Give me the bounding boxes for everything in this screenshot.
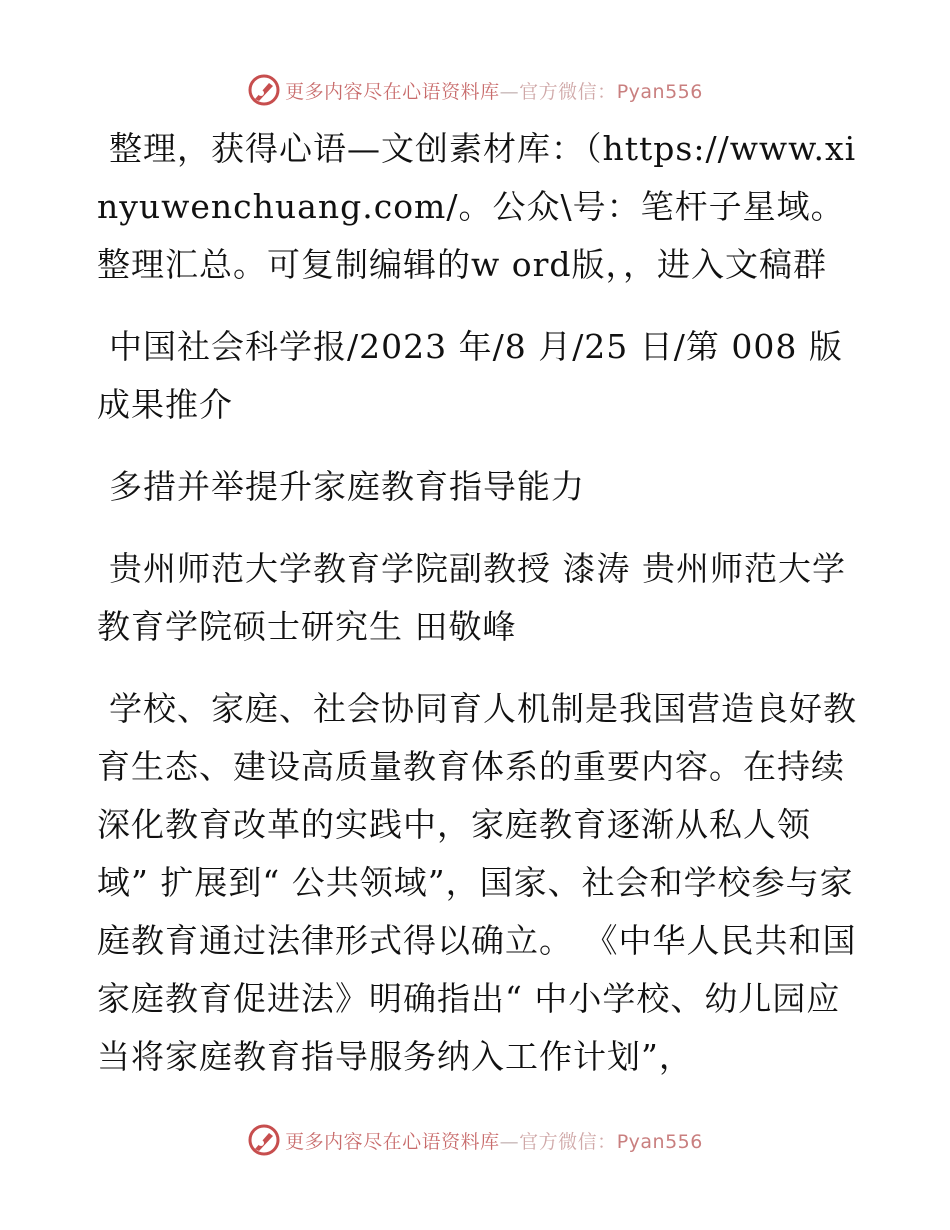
source-line: 中国社会科学报/2023 年/8 月/25 日/第 008 版成果推介 [97, 327, 843, 424]
pen-logo-icon [247, 1123, 281, 1157]
document-body [97, 120, 857, 1110]
banner-dash: — [499, 80, 520, 103]
banner-text [285, 1127, 703, 1154]
footer-banner [0, 1120, 950, 1160]
banner-text [285, 77, 703, 104]
banner-brand: 更多内容尽在心语资料库 [285, 1130, 500, 1153]
header-banner [0, 70, 950, 110]
banner-dash: — [499, 1130, 520, 1153]
body-paragraph: 学校、家庭、社会协同育人机制是我国营造良好教育生态、建设高质量教育体系的重要内容。在持续深化教育改革的实践中，家庭教育逐渐从私人领域” 扩展到“ 公共领域”，国家、社会和学校参与家庭教育通过法律形式得以确立。 《中华人民共和国家庭教育促进法》明确指出“ 中小学校、幼儿园应当将家庭教育指导服务纳入工作计划”， [97, 689, 857, 1076]
article-title: 多措并举提升家庭教育指导能力 [109, 467, 585, 506]
banner-wechat-label: 官方微信： [519, 80, 617, 103]
banner-wechat-label: 官方微信： [519, 1130, 617, 1153]
banner-brand: 更多内容尽在心语资料库 [285, 80, 500, 103]
author-line: 贵州师范大学教育学院副教授 漆涛 贵州师范大学教育学院硕士研究生 田敬峰 [97, 549, 846, 646]
intro-paragraph: 整理，获得心语—文创素材库：（https://www.xinyuwenchuang.com/。公众\号：笔杆子星域。整理汇总。可复制编辑的w ord版，，进入文稿群 [97, 129, 857, 284]
banner-wechat-id: Pyan556 [616, 1130, 703, 1153]
banner-wechat-id: Pyan556 [616, 80, 703, 103]
pen-logo-icon [247, 73, 281, 107]
